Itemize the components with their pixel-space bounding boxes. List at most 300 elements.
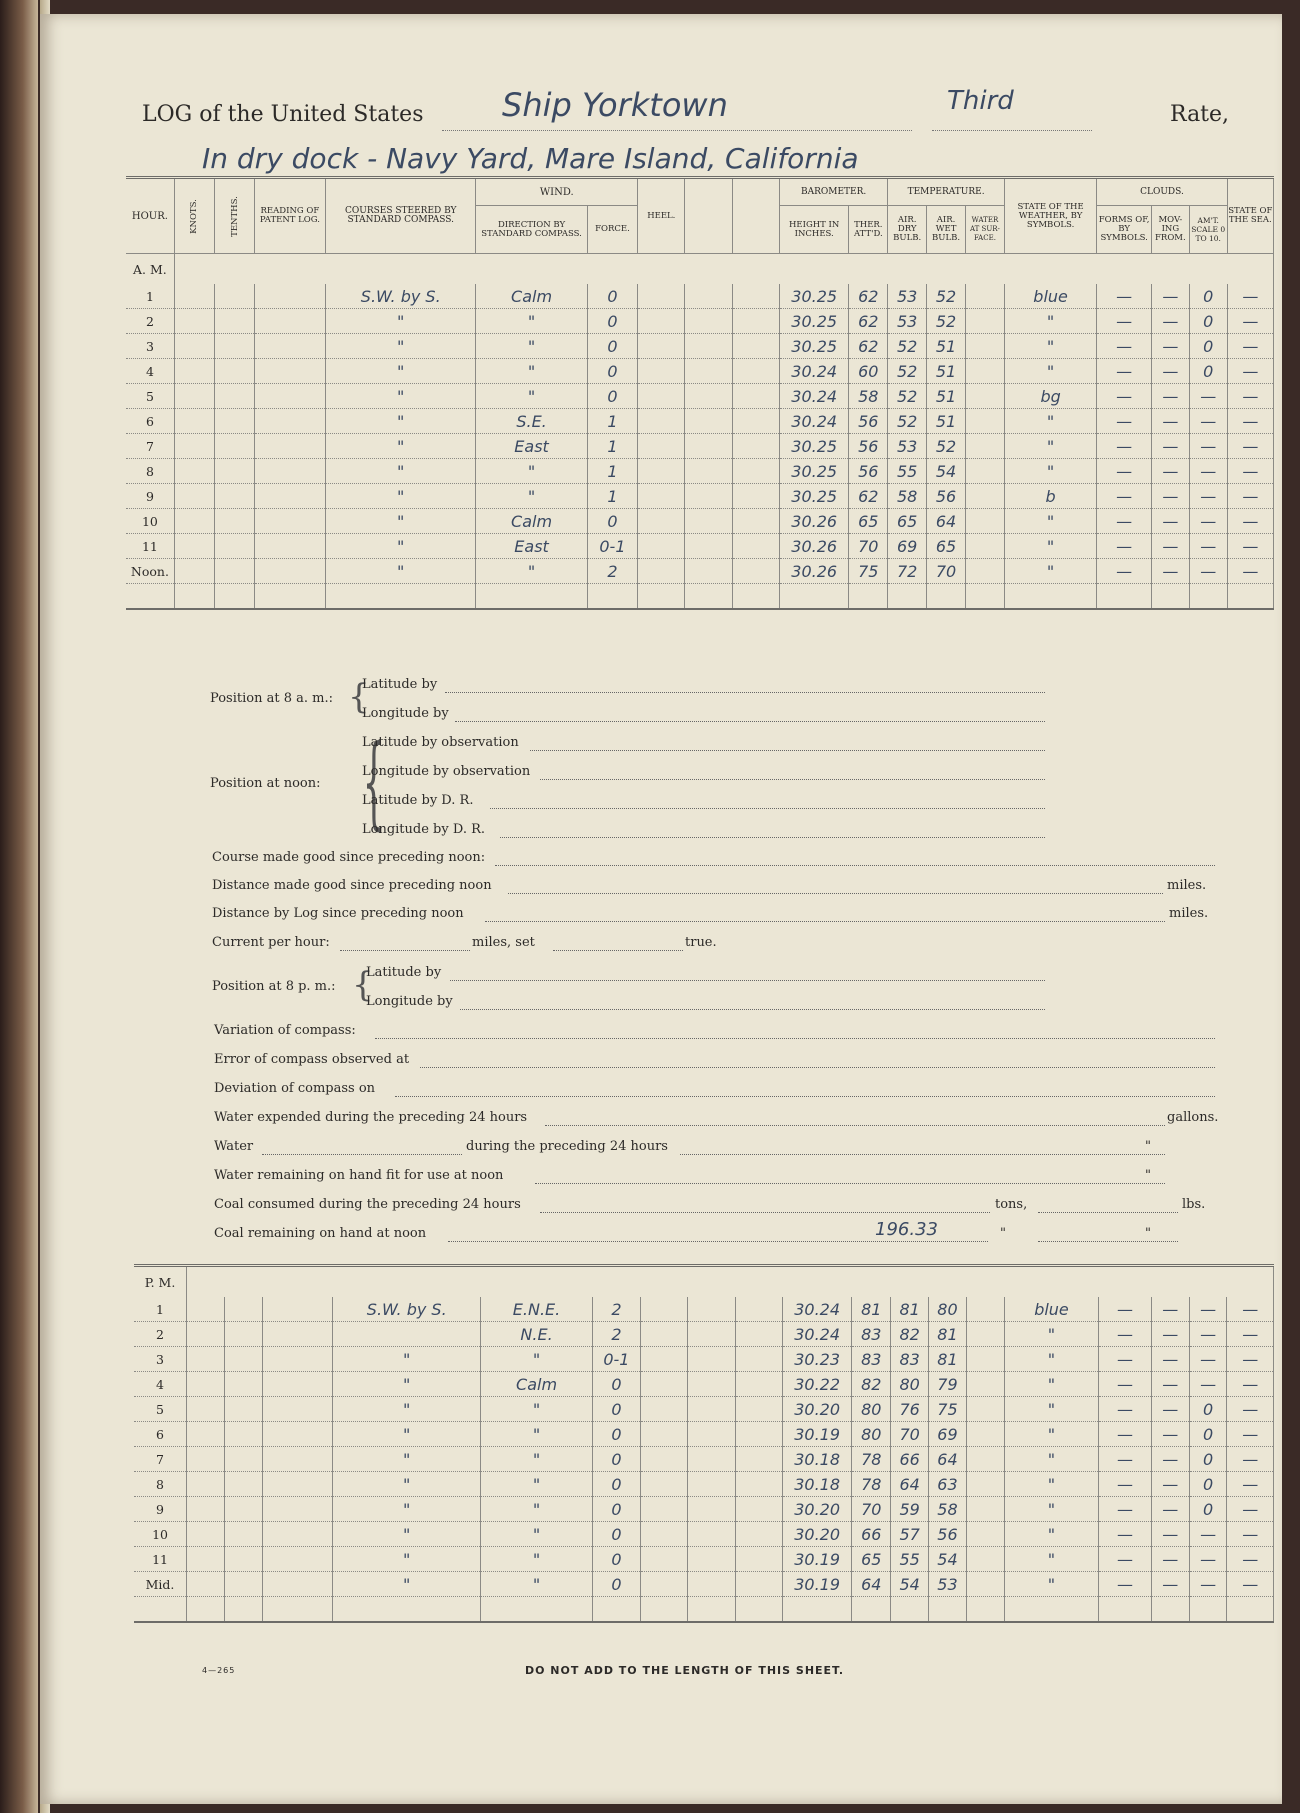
pm-cell-dry: 64 (891, 1472, 929, 1497)
pm-cell-force: 0 (592, 1522, 640, 1547)
am-cell-baro: 30.25 (780, 309, 849, 334)
col-air-wet: AIR. WET BULB. (927, 206, 966, 254)
pm-cell-force: 0 (592, 1472, 640, 1497)
coal-consumed-line (540, 1212, 990, 1213)
am-cell-baro: 30.25 (780, 434, 849, 459)
am-cell-moving: — (1151, 459, 1189, 484)
pm-cell-moving: — (1151, 1572, 1189, 1597)
water-during-label: during the preceding 24 hours (466, 1139, 668, 1154)
pm-cell-sea: — (1227, 1497, 1274, 1522)
am-cell-empty (685, 509, 732, 534)
pm-cell-dir: " (481, 1422, 592, 1447)
pm-cell-moving: — (1151, 1347, 1189, 1372)
am-cell-hour: 10 (126, 509, 174, 534)
am-cell-wet: 54 (927, 459, 966, 484)
pm-row (134, 1322, 1274, 1347)
pm-cell-empty (735, 1497, 782, 1522)
pm-cell-forms: — (1099, 1397, 1152, 1422)
pm-cell-amount: 0 (1189, 1447, 1227, 1472)
water-expended-label: Water expended during the preceding 24 hours (214, 1110, 528, 1125)
pm-cell-dir: Calm (481, 1372, 592, 1397)
pm-cell-weather: blue (1004, 1297, 1099, 1322)
am-cell-empty (174, 584, 214, 610)
pm-cell-empty (641, 1372, 688, 1397)
pm-cell-baro: 30.24 (782, 1297, 851, 1322)
pm-cell-sea: — (1227, 1547, 1274, 1572)
am-cell-sea: — (1227, 484, 1273, 509)
water-remaining-line (535, 1183, 1165, 1184)
am-cell-dry: 52 (888, 334, 927, 359)
am-cell-dir: East (476, 434, 587, 459)
am-cell-empty (254, 284, 325, 309)
pm-cell-hour: 4 (134, 1372, 187, 1397)
pm-cell-moving: — (1151, 1497, 1189, 1522)
log-label: LOG of the United States (142, 102, 424, 127)
am-cell-empty (174, 334, 214, 359)
am-cell-force: 2 (587, 559, 637, 584)
pm-cell-empty (688, 1347, 735, 1372)
am-cell-sea: — (1227, 434, 1273, 459)
am-cell-empty (685, 484, 732, 509)
pm-cell-dir: " (481, 1347, 592, 1372)
am-cell-empty (638, 534, 685, 559)
pm-cell-hour: 3 (134, 1347, 187, 1372)
pm-row-blank (134, 1597, 1274, 1623)
position-noon-label: Position at noon: (210, 776, 321, 791)
tons-label: tons, (995, 1197, 1028, 1212)
pm-cell-course: " (333, 1447, 481, 1472)
am-cell-sea: — (1227, 384, 1273, 409)
latitude-8am-line (445, 692, 1045, 693)
am-cell-empty (732, 484, 779, 509)
pm-cell-empty (688, 1447, 735, 1472)
pm-cell-empty (262, 1572, 332, 1597)
am-cell-course: " (326, 484, 476, 509)
pm-cell-empty (224, 1347, 262, 1372)
variation-label: Variation of compass: (214, 1023, 356, 1038)
am-cell-forms: — (1097, 334, 1152, 359)
am-cell-empty (966, 584, 1005, 610)
am-cell-empty (174, 409, 214, 434)
am-cell-empty (174, 434, 214, 459)
pm-cell-forms: — (1099, 1297, 1152, 1322)
pm-cell-weather: " (1004, 1472, 1099, 1497)
col-heel: HEEL. (638, 178, 685, 254)
lon-dr-line (500, 837, 1045, 838)
pm-cell-empty (852, 1597, 891, 1623)
am-cell-empty (732, 459, 779, 484)
am-cell-course: " (326, 409, 476, 434)
am-row (126, 534, 1274, 559)
pm-cell-ther: 80 (852, 1397, 891, 1422)
pm-cell-empty (966, 1597, 1004, 1623)
pm-cell-empty (187, 1522, 225, 1547)
am-cell-forms: — (1097, 384, 1152, 409)
am-cell-amount: — (1189, 534, 1227, 559)
am-cell-hour: 7 (126, 434, 174, 459)
pm-cell-wet: 53 (929, 1572, 967, 1597)
am-cell-force: 1 (587, 459, 637, 484)
pm-cell-empty (735, 1347, 782, 1372)
pm-cell-force: 0 (592, 1447, 640, 1472)
am-cell-dry: 53 (888, 434, 927, 459)
pm-cell-empty (966, 1572, 1004, 1597)
am-cell-empty (214, 384, 254, 409)
pm-cell-empty (966, 1447, 1004, 1472)
am-row (126, 509, 1274, 534)
am-row (126, 359, 1274, 384)
am-cell-sea: — (1227, 559, 1273, 584)
am-cell-forms: — (1097, 559, 1152, 584)
pm-cell-weather: " (1004, 1522, 1099, 1547)
pm-cell-empty (966, 1422, 1004, 1447)
am-cell-empty (638, 509, 685, 534)
pm-cell-dry: 59 (891, 1497, 929, 1522)
water-remaining-label: Water remaining on hand fit for use at noon (214, 1168, 504, 1183)
pm-cell-hour: 7 (134, 1447, 187, 1472)
pm-cell-forms: — (1099, 1347, 1152, 1372)
pm-cell-empty (224, 1322, 262, 1347)
am-cell-empty (966, 534, 1005, 559)
distance-made-line (508, 893, 1163, 894)
pm-cell-weather: " (1004, 1347, 1099, 1372)
pm-cell-weather: " (1004, 1322, 1099, 1347)
am-cell-weather: bg (1004, 384, 1096, 409)
am-log-table (126, 176, 1274, 610)
am-cell-sea: — (1227, 334, 1273, 359)
am-cell-weather: " (1004, 334, 1096, 359)
am-cell-empty (174, 359, 214, 384)
rate-value: Third (947, 86, 1014, 116)
am-cell-empty (214, 509, 254, 534)
coal-lbs-line (1038, 1212, 1178, 1213)
pm-cell-sea: — (1227, 1447, 1274, 1472)
pm-rows (134, 1266, 1274, 1623)
pm-cell-amount: — (1189, 1297, 1227, 1322)
water-during-line (680, 1154, 1165, 1155)
am-cell-empty (1004, 584, 1096, 610)
am-cell-course: " (326, 309, 476, 334)
am-cell-baro: 30.24 (780, 384, 849, 409)
am-cell-baro: 30.25 (780, 484, 849, 509)
am-cell-empty (174, 559, 214, 584)
pm-cell-empty (735, 1472, 782, 1497)
pm-cell-ther: 80 (852, 1422, 891, 1447)
am-cell-course: " (326, 334, 476, 359)
pm-cell-dir: " (481, 1522, 592, 1547)
am-cell-empty (126, 584, 174, 610)
am-cell-amount: — (1189, 559, 1227, 584)
pm-cell-baro: 30.22 (782, 1372, 851, 1397)
am-cell-hour: 5 (126, 384, 174, 409)
pm-cell-amount: 0 (1189, 1497, 1227, 1522)
am-cell-dir: " (476, 559, 587, 584)
am-cell-empty (685, 459, 732, 484)
am-cell-empty (888, 584, 927, 610)
am-cell-forms: — (1097, 534, 1152, 559)
am-cell-ther: 62 (849, 334, 888, 359)
lat-obs-label: Latitude by observation (362, 735, 519, 750)
pm-cell-empty (688, 1322, 735, 1347)
pm-cell-dry: 55 (891, 1547, 929, 1572)
pm-cell-empty (187, 1497, 225, 1522)
am-cell-dry: 52 (888, 384, 927, 409)
am-cell-hour: 8 (126, 459, 174, 484)
am-cell-amount: 0 (1189, 284, 1227, 309)
pm-cell-empty (262, 1372, 332, 1397)
col-wind-force: FORCE. (587, 206, 637, 254)
pm-cell-hour: 6 (134, 1422, 187, 1447)
pm-cell-sea: — (1227, 1397, 1274, 1422)
pm-cell-amount: — (1189, 1322, 1227, 1347)
pm-cell-empty (966, 1347, 1004, 1372)
pm-cell-course: " (333, 1472, 481, 1497)
pm-cell-wet: 54 (929, 1547, 967, 1572)
col-clouds: CLOUDS. (1097, 178, 1227, 206)
am-cell-empty (638, 309, 685, 334)
pm-cell-hour: 11 (134, 1547, 187, 1572)
pm-cell-empty (735, 1522, 782, 1547)
col-air-dry: AIR. DRY BULB. (888, 206, 927, 254)
coal-remaining-label: Coal remaining on hand at noon (214, 1226, 427, 1241)
lat-obs-line (530, 750, 1045, 751)
pm-cell-ther: 78 (852, 1447, 891, 1472)
pm-cell-empty (966, 1322, 1004, 1347)
pm-cell-empty (224, 1297, 262, 1322)
col-water-surface: WATER AT SUR- FACE. (966, 206, 1005, 254)
am-cell-dir: East (476, 534, 587, 559)
latitude-8am-label: Latitude by (362, 677, 438, 692)
am-cell-weather: " (1004, 509, 1096, 534)
am-cell-baro: 30.25 (780, 334, 849, 359)
am-cell-empty (966, 409, 1005, 434)
distance-log-line (485, 921, 1165, 922)
pm-cell-empty (735, 1447, 782, 1472)
am-cell-empty (732, 434, 779, 459)
longitude-8am-label: Longitude by (362, 706, 449, 721)
am-cell-ther: 62 (849, 309, 888, 334)
am-cell-sea: — (1227, 459, 1273, 484)
pm-cell-empty (641, 1397, 688, 1422)
pm-cell-dir: " (481, 1572, 592, 1597)
col-wind-direction: DIRECTION BY STANDARD COMPASS. (476, 206, 587, 254)
pm-cell-empty (262, 1347, 332, 1372)
pm-cell-forms: — (1099, 1372, 1152, 1397)
pm-cell-force: 0 (592, 1397, 640, 1422)
am-cell-empty (214, 284, 254, 309)
col-weather: STATE OF THE WEATHER, BY SYMBOLS. (1004, 178, 1096, 254)
col-cloud-moving: MOV- ING FROM. (1151, 206, 1189, 254)
brace-8pm: { (352, 965, 374, 1005)
pm-cell-course: S.W. by S. (333, 1297, 481, 1322)
pm-cell-empty (224, 1522, 262, 1547)
am-cell-moving: — (1151, 434, 1189, 459)
pm-cell-empty (735, 1422, 782, 1447)
am-cell-empty (732, 384, 779, 409)
am-cell-moving: — (1151, 509, 1189, 534)
pm-cell-wet: 64 (929, 1447, 967, 1472)
am-cell-empty (685, 284, 732, 309)
am-cell-empty (966, 384, 1005, 409)
distance-log-label: Distance by Log since preceding noon (212, 906, 464, 921)
am-cell-empty (1189, 584, 1227, 610)
log-title (142, 86, 1272, 182)
pm-cell-empty (592, 1597, 640, 1623)
am-cell-moving: — (1151, 359, 1189, 384)
rate-line (932, 130, 1092, 131)
am-cell-moving: — (1151, 334, 1189, 359)
am-cell-weather: " (1004, 409, 1096, 434)
am-cell-baro: 30.26 (780, 534, 849, 559)
pm-cell-ther: 64 (852, 1572, 891, 1597)
am-cell-empty (638, 284, 685, 309)
pm-cell-forms: — (1099, 1472, 1152, 1497)
pm-cell-weather: " (1004, 1447, 1099, 1472)
am-cell-amount: — (1189, 384, 1227, 409)
pm-cell-empty (735, 1297, 782, 1322)
am-cell-empty (174, 284, 214, 309)
am-cell-ther: 60 (849, 359, 888, 384)
am-cell-empty (214, 334, 254, 359)
longitude-8am-line (455, 721, 1045, 722)
am-row (126, 459, 1274, 484)
am-cell-dir: Calm (476, 509, 587, 534)
am-cell-ther: 56 (849, 409, 888, 434)
pm-cell-hour: 10 (134, 1522, 187, 1547)
am-cell-dir: " (476, 334, 587, 359)
am-cell-empty (849, 584, 888, 610)
pm-cell-sea: — (1227, 1422, 1274, 1447)
am-cell-sea: — (1227, 309, 1273, 334)
pm-cell-empty (262, 1522, 332, 1547)
am-cell-wet: 51 (927, 334, 966, 359)
pm-cell-empty (187, 1297, 225, 1322)
pm-cell-baro: 30.20 (782, 1522, 851, 1547)
pm-cell-forms: — (1099, 1422, 1152, 1447)
ship-name: Ship Yorktown (502, 86, 728, 124)
deviation-line (395, 1096, 1215, 1097)
coal-remaining-lbs-line (1038, 1241, 1178, 1242)
pm-cell-forms: — (1099, 1447, 1152, 1472)
pm-cell-course (333, 1322, 481, 1347)
water-label: Water (214, 1139, 254, 1154)
am-cell-empty (254, 334, 325, 359)
am-cell-force: 1 (587, 409, 637, 434)
pm-cell-empty (688, 1397, 735, 1422)
ship-name-line (442, 130, 912, 131)
am-cell-moving: — (1151, 284, 1189, 309)
am-cell-hour: 1 (126, 284, 174, 309)
pm-cell-ther: 83 (852, 1322, 891, 1347)
pm-cell-empty (187, 1547, 225, 1572)
am-row (126, 434, 1274, 459)
am-cell-empty (214, 584, 254, 610)
am-row (126, 309, 1274, 334)
am-cell-moving: — (1151, 409, 1189, 434)
am-cell-empty (685, 384, 732, 409)
am-cell-dir: " (476, 384, 587, 409)
am-cell-dry: 53 (888, 309, 927, 334)
pm-cell-empty (224, 1372, 262, 1397)
am-cell-amount: — (1189, 409, 1227, 434)
am-cell-empty (214, 484, 254, 509)
am-cell-empty (254, 534, 325, 559)
pm-cell-course: " (333, 1497, 481, 1522)
pm-log-table (134, 1264, 1274, 1623)
am-cell-empty (685, 584, 732, 610)
am-cell-force: 0 (587, 384, 637, 409)
am-cell-force: 0 (587, 309, 637, 334)
am-cell-empty (638, 384, 685, 409)
am-cell-ther: 56 (849, 434, 888, 459)
am-cell-ther: 65 (849, 509, 888, 534)
am-cell-wet: 51 (927, 359, 966, 384)
am-cell-empty (966, 359, 1005, 384)
am-cell-empty (966, 484, 1005, 509)
water-expended-line (545, 1125, 1165, 1126)
am-cell-dir: Calm (476, 284, 587, 309)
am-cell-empty (174, 384, 214, 409)
pm-cell-dir: " (481, 1447, 592, 1472)
am-cell-baro: 30.26 (780, 509, 849, 534)
col-blank-1 (685, 178, 732, 254)
am-cell-empty (732, 309, 779, 334)
pm-cell-empty (134, 1597, 187, 1623)
am-cell-forms: — (1097, 434, 1152, 459)
pm-cell-empty (333, 1597, 481, 1623)
am-cell-hour: 4 (126, 359, 174, 384)
pm-cell-empty (735, 1397, 782, 1422)
water-ditto: " (1145, 1139, 1151, 1154)
pm-cell-force: 0-1 (592, 1347, 640, 1372)
am-cell-empty (685, 359, 732, 384)
am-cell-dir: " (476, 309, 587, 334)
pm-row (134, 1422, 1274, 1447)
pm-cell-forms: — (1099, 1322, 1152, 1347)
am-cell-amount: 0 (1189, 334, 1227, 359)
pm-row (134, 1297, 1274, 1322)
am-cell-ther: 62 (849, 484, 888, 509)
am-cell-weather: " (1004, 434, 1096, 459)
pm-cell-empty (1099, 1597, 1152, 1623)
pm-cell-empty (735, 1597, 782, 1623)
pm-cell-wet: 56 (929, 1522, 967, 1547)
current-set-line (553, 950, 683, 951)
am-cell-empty (254, 384, 325, 409)
am-cell-empty (966, 334, 1005, 359)
pm-cell-wet: 79 (929, 1372, 967, 1397)
pm-cell-empty (966, 1472, 1004, 1497)
pm-cell-ther: 81 (852, 1297, 891, 1322)
pm-cell-course: " (333, 1372, 481, 1397)
pm-cell-sea: — (1227, 1472, 1274, 1497)
pm-cell-empty (641, 1322, 688, 1347)
pm-cell-empty (187, 1447, 225, 1472)
error-label: Error of compass observed at (214, 1052, 410, 1067)
pm-cell-empty (262, 1397, 332, 1422)
am-cell-course: " (326, 434, 476, 459)
current-label: Current per hour: (212, 935, 330, 950)
coal-consumed-label: Coal consumed during the preceding 24 hours (214, 1197, 521, 1212)
brace-8am: { (348, 677, 370, 717)
am-cell-wet: 52 (927, 284, 966, 309)
pm-cell-sea: — (1227, 1347, 1274, 1372)
am-cell-hour: Noon. (126, 559, 174, 584)
pm-cell-sea: — (1227, 1372, 1274, 1397)
am-cell-dir: " (476, 359, 587, 384)
pm-cell-empty (187, 1372, 225, 1397)
pm-cell-empty (224, 1572, 262, 1597)
